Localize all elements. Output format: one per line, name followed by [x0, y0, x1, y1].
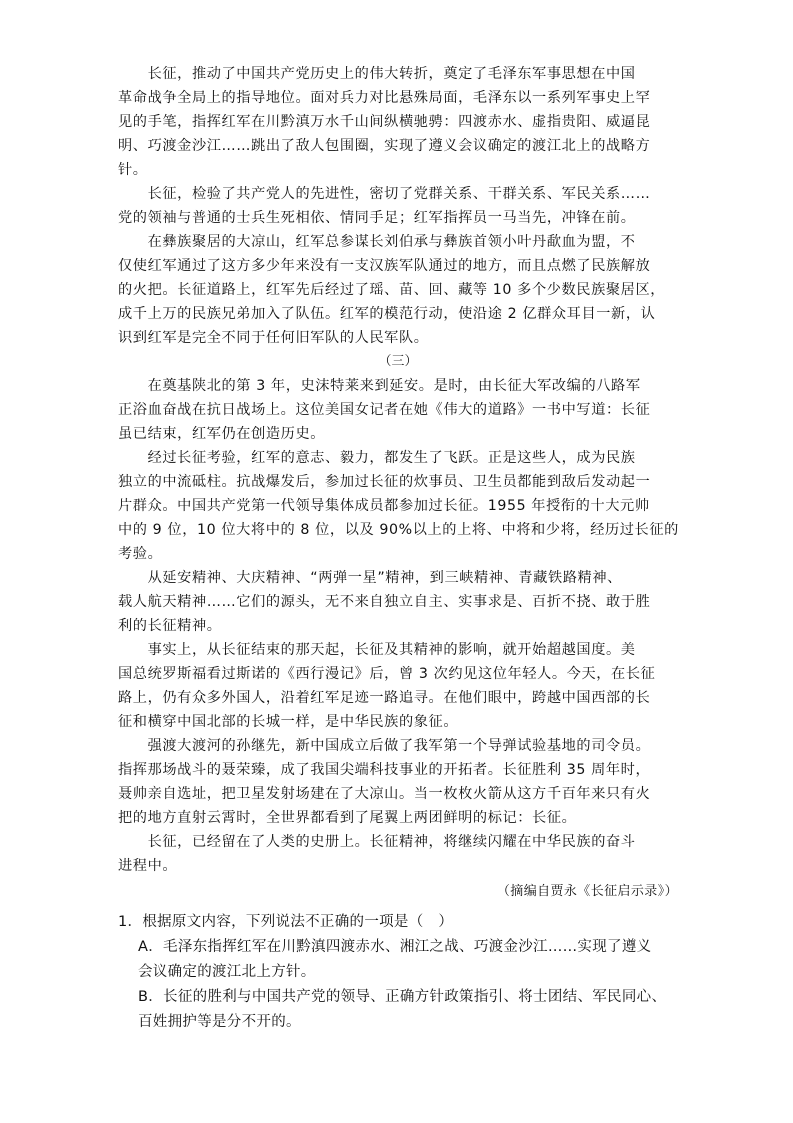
option-text: 百姓拥护等是分不开的。 [138, 1014, 301, 1030]
passage [118, 62, 678, 904]
text-line: 仅使红军通过了这方多少年来没有一支汉族军队通过的地方，而且点燃了民族解放 [118, 258, 651, 274]
text-line: 中的 9 位，10 位大将中的 8 位，以及 90%以上的上将、中将和少将，经历过长征的 [118, 522, 679, 538]
text-line: 经过长征考验，红军的意志、毅力，都发生了飞跃。正是这些人，成为民族 [118, 450, 636, 466]
text-line: 长征，检验了共产党人的先进性，密切了党群关系、干群关系、军民关系…… [118, 186, 651, 202]
section-heading: （三） [378, 354, 418, 369]
text-line: 片群众。中国共产党第一代领导集体成员都参加过长征。1955 年授衔的十大元帅 [118, 498, 650, 514]
source-citation: （摘编自贾永《长征启示录》） [496, 884, 678, 899]
text-line: 载人航天精神……它们的源头，无不来自独立自主、实事求是、百折不挠、敢于胜 [118, 594, 651, 610]
text-line: 长征，推动了中国共产党历史上的伟大转折，奠定了毛泽东军事思想在中国 [118, 66, 636, 82]
text-line: 成千上万的民族兄弟加入了队伍。红军的模范行动，使沿途 2 亿群众耳目一新，认 [118, 306, 656, 322]
text-line: 识到红军是完全不同于任何旧军队的人民军队。 [118, 330, 429, 346]
text-line: 虽已结束，红军仍在创造历史。 [118, 426, 326, 442]
option-text: B．长征的胜利与中国共产党的领导、正确方针政策指引、将士团结、军民同心、 [138, 989, 667, 1005]
text-line: 针。 [118, 162, 148, 178]
text-line: 正浴血奋战在抗日战场上。这位美国女记者在她《伟大的道路》一书中写道：长征 [118, 402, 651, 418]
text-line: 党的领袖与普通的士兵生死相依、情同手足；红军指挥员一马当先，冲锋在前。 [118, 210, 636, 226]
paragraph-test-of-long-march [118, 446, 678, 566]
text-line: 聂帅亲自选址，把卫星发射场建在了大凉山。当一枚枚火箭从这方千百年来只有火 [118, 786, 651, 802]
text-line: 路上，仍有众多外国人，沿着红军足迹一路追寻。在他们眼中，跨越中国西部的长 [118, 690, 651, 706]
text-line: 征和横穿中国北部的长城一样，是中华民族的象征。 [118, 714, 459, 730]
question-stem: 1．根据原文内容，下列说法不正确的一项是（ ） [118, 914, 454, 930]
paragraph-long-march-turning-point [118, 62, 678, 182]
text-line: 从延安精神、大庆精神、“两弹一星”精神，到三峡精神、青藏铁路精神、 [118, 570, 622, 586]
text-line: 独立的中流砥柱。抗战爆发后，参加过长征的炊事员、卫生员都能到敌后发动起一 [118, 474, 651, 490]
paragraph-smedley [118, 374, 678, 446]
option-a [118, 935, 698, 985]
paragraph-spirits [118, 566, 678, 638]
paragraph-dadu-river [118, 734, 678, 830]
text-line: 在彝族聚居的大凉山，红军总参谋长刘伯承与彝族首领小叶丹歃血为盟，不 [118, 234, 636, 250]
text-line: 把的地方直射云霄时，全世界都看到了尾翼上两团鲜明的标记：长征。 [118, 810, 577, 826]
paragraph-conclusion [118, 830, 678, 878]
text-line: 国总统罗斯福看过斯诺的《西行漫记》后，曾 3 次约见这位年轻人。今天，在长征 [118, 666, 656, 682]
text-line: 进程中。 [118, 858, 178, 874]
paragraph-party-test [118, 182, 678, 230]
question-1 [118, 910, 698, 1035]
paragraph-daliangshan [118, 230, 678, 350]
text-line: 在奠基陕北的第 3 年，史沫特莱来到延安。是时，由长征大军改编的八路军 [118, 378, 641, 394]
text-line: 强渡大渡河的孙继先，新中国成立后做了我军第一个导弹试验基地的司令员。 [118, 738, 651, 754]
option-b [118, 985, 698, 1035]
text-line: 的火把。长征道路上，红军先后经过了瑶、苗、回、藏等 10 多个少数民族聚居区， [118, 282, 666, 298]
text-line: 指挥那场战斗的聂荣臻，成了我国尖端科技事业的开拓者。长征胜利 35 周年时， [118, 762, 651, 778]
text-line: 长征，已经留在了人类的史册上。长征精神，将继续闪耀在中华民族的奋斗 [118, 834, 636, 850]
text-line: 革命战争全局上的指导地位。面对兵力对比悬殊局面，毛泽东以一系列军事史上罕 [118, 90, 651, 106]
option-text: 会议确定的渡江北上方针。 [138, 964, 316, 980]
paragraph-international-influence [118, 638, 678, 734]
text-line: 见的手笔，指挥红军在川黔滇万水千山间纵横驰骋：四渡赤水、虚指贵阳、威逼昆 [118, 114, 651, 130]
text-line: 考验。 [118, 546, 163, 562]
option-text: A．毛泽东指挥红军在川黔滇四渡赤水、湘江之战、巧渡金沙江……实现了遵义 [138, 939, 652, 955]
text-line: 明、巧渡金沙江……跳出了敌人包围圈，实现了遵义会议确定的渡江北上的战略方 [118, 138, 651, 154]
text-line: 事实上，从长征结束的那天起，长征及其精神的影响，就开始超越国度。美 [118, 642, 636, 658]
text-line: 利的长征精神。 [118, 618, 222, 634]
